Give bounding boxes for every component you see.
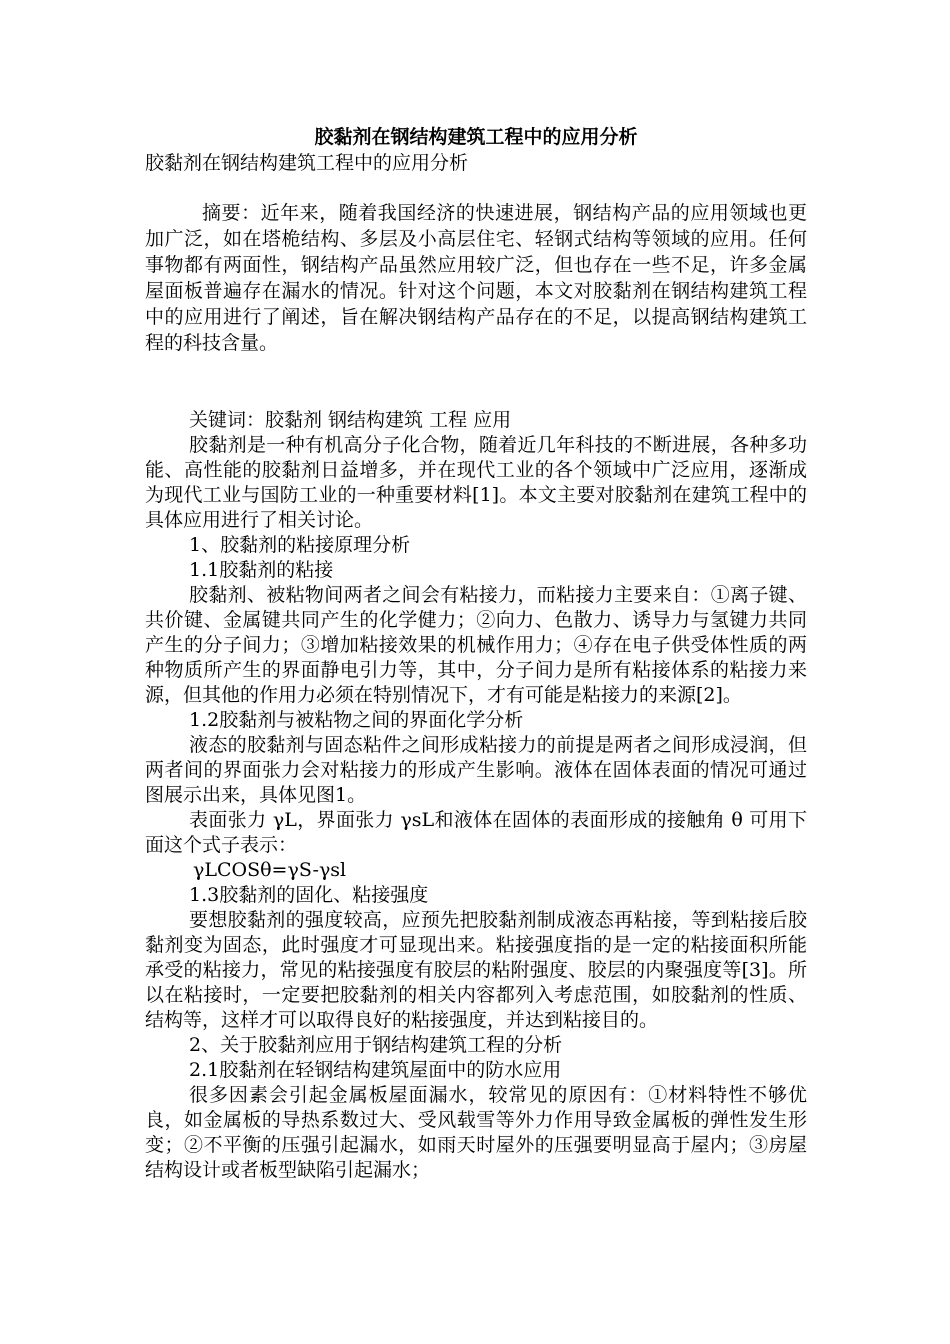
subsection-heading-1-1: 1.1胶黏剂的粘接: [189, 559, 334, 581]
document-title: 胶黏剂在钢结构建筑工程中的应用分析: [314, 126, 638, 148]
document-subtitle: 胶黏剂在钢结构建筑工程中的应用分析: [145, 152, 469, 174]
keywords-line: 关键词：胶黏剂 钢结构建筑 工程 应用: [189, 409, 512, 431]
document-page: [145, 124, 807, 1183]
paragraph-2-1: 很多因素会引起金属板屋面漏水，较常见的原因有：①材料特性不够优良，如金属板的导热系数过大、受风载雪等外力作用导致金属板的弹性发生形变；②不平衡的压强引起漏水，如雨天时屋外的压强要明显高于屋内；③房屋结构设计或者板型缺陷引起漏水；: [145, 1084, 807, 1181]
subsection-heading-1-3: 1.3胶黏剂的固化、粘接强度: [189, 884, 429, 906]
spacer: [145, 356, 807, 408]
intro-paragraph: 胶黏剂是一种有机高分子化合物，随着近几年科技的不断进展，各种多功能、高性能的胶黏剂日益增多，并在现代工业的各个领域中广泛应用，逐渐成为现代工业与国防工业的一种重要材料[1]。本文主要对胶黏剂在建筑工程中的具体应用进行了相关讨论。: [145, 434, 807, 531]
paragraph-1-3: 要想胶黏剂的强度较高，应预先把胶黏剂制成液态再粘接，等到粘接后胶黏剂变为固态，此时强度才可显现出来。粘接强度指的是一定的粘接面积所能承受的粘接力，常见的粘接强度有胶层的粘附强度、胶层的内聚强度等[3]。所以在粘接时，一定要把胶黏剂的相关内容都列入考虑范围，如胶黏剂的性质、结构等，这样才可以取得良好的粘接强度，并达到粘接目的。: [145, 909, 807, 1031]
paragraph-1-1: 胶黏剂、被粘物间两者之间会有粘接力，而粘接力主要来自：①离子键、共价键、金属键共同产生的化学健力；②向力、色散力、诱导力与氢键力共同产生的分子间力；③增加粘接效果的机械作用力；④存在电子供受体性质的两种物质所产生的界面静电引力等，其中，分子间力是所有粘接体系的粘接力来源，但其他的作用力必须在特别情况下，才有可能是粘接力的来源[2]。: [145, 584, 807, 706]
paragraph-1-2a: 液态的胶黏剂与固态粘件之间形成粘接力的前提是两者之间形成浸润，但两者间的界面张力会对粘接力的形成产生影响。液体在固体表面的情况可通过图展示出来，具体见图1。: [145, 734, 807, 806]
abstract-paragraph: 摘要：近年来，随着我国经济的快速进展，钢结构产品的应用领域也更加广泛，如在塔桅结构、多层及小高层住宅、轻钢式结构等领域的应用。任何事物都有两面性，钢结构产品虽然应用较广泛，但也存在一些不足，许多金属屋面板普遍存在漏水的情况。针对这个问题，本文对胶黏剂在钢结构建筑工程中的应用进行了阐述，旨在解决钢结构产品存在的不足，以提高钢结构建筑工程的科技含量。: [145, 202, 807, 354]
subsection-heading-2-1: 2.1胶黏剂在轻钢结构建筑屋面中的防水应用: [189, 1059, 562, 1081]
subsection-heading-1-2: 1.2胶黏剂与被粘物之间的界面化学分析: [189, 709, 524, 731]
formula-line: γLCOSθ=γS-γsl: [193, 859, 347, 881]
paragraph-1-2b: 表面张力 γL，界面张力 γsL和液体在固体的表面形成的接触角 θ 可用下面这个式子表示：: [145, 809, 807, 856]
section-heading-1: 1、胶黏剂的粘接原理分析: [189, 534, 411, 556]
spacer: [145, 176, 807, 200]
section-heading-2: 2、关于胶黏剂应用于钢结构建筑工程的分析: [189, 1034, 563, 1056]
